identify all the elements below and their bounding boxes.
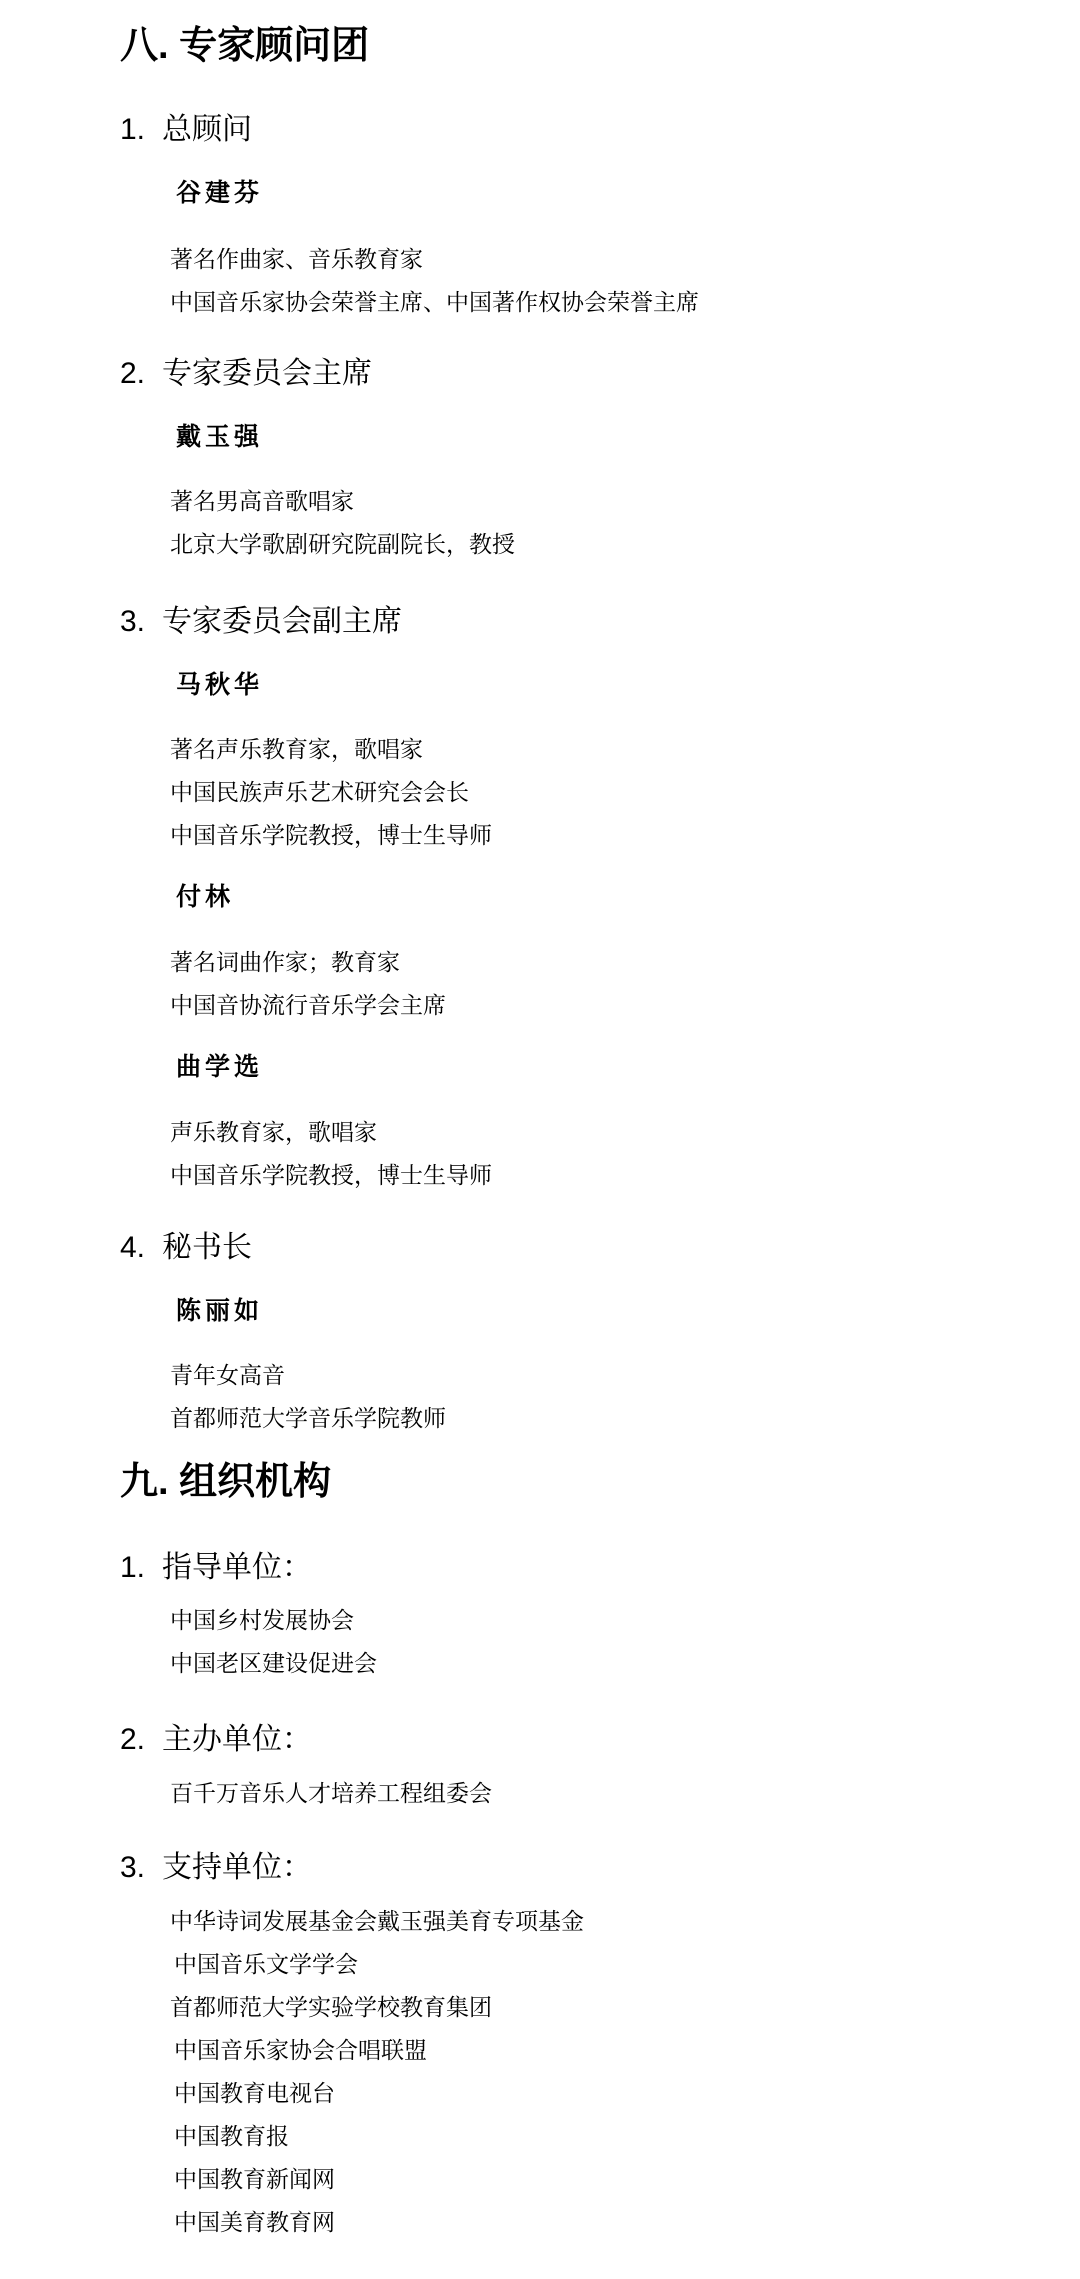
organization-item: 中国教育报 — [174, 2124, 289, 2150]
person-description: 中国音乐学院教授，博士生导师 — [170, 1163, 492, 1189]
subsection-number: 1. — [120, 113, 146, 146]
person-name: 戴玉强 — [176, 422, 264, 451]
organization-item: 中国教育电视台 — [174, 2081, 335, 2107]
subsection-title: 总顾问 — [162, 113, 252, 146]
person-description: 著名作曲家、音乐教育家 — [170, 247, 423, 273]
organization-item: 中国乡村发展协会 — [170, 1608, 354, 1634]
person-description: 中国音乐学院教授，博士生导师 — [170, 823, 492, 849]
person-description: 中国民族声乐艺术研究会会长 — [170, 780, 469, 806]
organization-item: 百千万音乐人才培养工程组委会 — [170, 1781, 492, 1807]
person-description: 著名男高音歌唱家 — [170, 489, 354, 515]
subsection-heading — [120, 602, 402, 642]
person-name: 马秋华 — [176, 670, 264, 699]
subsection-title: 专家委员会副主席 — [162, 605, 402, 638]
organization-item: 中国音乐家协会合唱联盟 — [174, 2038, 427, 2064]
organization-item: 中国美育教育网 — [174, 2210, 335, 2236]
subsection-number: 2. — [120, 357, 146, 390]
subsection-heading — [120, 1548, 312, 1588]
person-description: 声乐教育家，歌唱家 — [170, 1120, 377, 1146]
subsection-number: 3. — [120, 1851, 146, 1884]
subsection-heading — [120, 1848, 312, 1888]
subsection-number: 2. — [120, 1723, 146, 1756]
subsection-title: 指导单位： — [162, 1551, 312, 1584]
subsection-title: 支持单位： — [162, 1851, 312, 1884]
organization-item: 中国音乐文学学会 — [174, 1952, 358, 1978]
subsection-number: 3. — [120, 605, 146, 638]
organization-item: 中华诗词发展基金会戴玉强美育专项基金 — [170, 1909, 584, 1935]
subsection-title: 秘书长 — [162, 1231, 252, 1264]
person-description: 中国音乐家协会荣誉主席、中国著作权协会荣誉主席 — [170, 290, 699, 316]
person-description: 青年女高音 — [170, 1363, 285, 1389]
organization-item: 中国教育新闻网 — [174, 2167, 335, 2193]
person-name: 付林 — [176, 882, 235, 911]
person-name: 谷建芬 — [176, 178, 264, 207]
person-name: 曲学选 — [176, 1052, 264, 1081]
subsection-heading — [120, 354, 372, 394]
subsection-title: 专家委员会主席 — [162, 357, 372, 390]
person-description: 著名声乐教育家，歌唱家 — [170, 737, 423, 763]
organization-item: 首都师范大学实验学校教育集团 — [170, 1995, 492, 2021]
subsection-heading — [120, 1720, 312, 1760]
subsection-title: 主办单位： — [162, 1723, 312, 1756]
section-title: 九. 组织机构 — [120, 1461, 332, 1503]
subsection-heading — [120, 1228, 252, 1268]
person-name: 陈丽如 — [176, 1296, 264, 1325]
subsection-number: 4. — [120, 1231, 146, 1264]
subsection-number: 1. — [120, 1551, 146, 1584]
person-description: 北京大学歌剧研究院副院长，教授 — [170, 532, 515, 558]
person-description: 著名词曲作家；教育家 — [170, 950, 400, 976]
person-description: 中国音协流行音乐学会主席 — [170, 993, 446, 1019]
person-description: 首都师范大学音乐学院教师 — [170, 1406, 446, 1432]
organization-item: 中国老区建设促进会 — [170, 1651, 377, 1677]
subsection-heading — [120, 110, 252, 150]
section-title: 八. 专家顾问团 — [120, 25, 370, 67]
